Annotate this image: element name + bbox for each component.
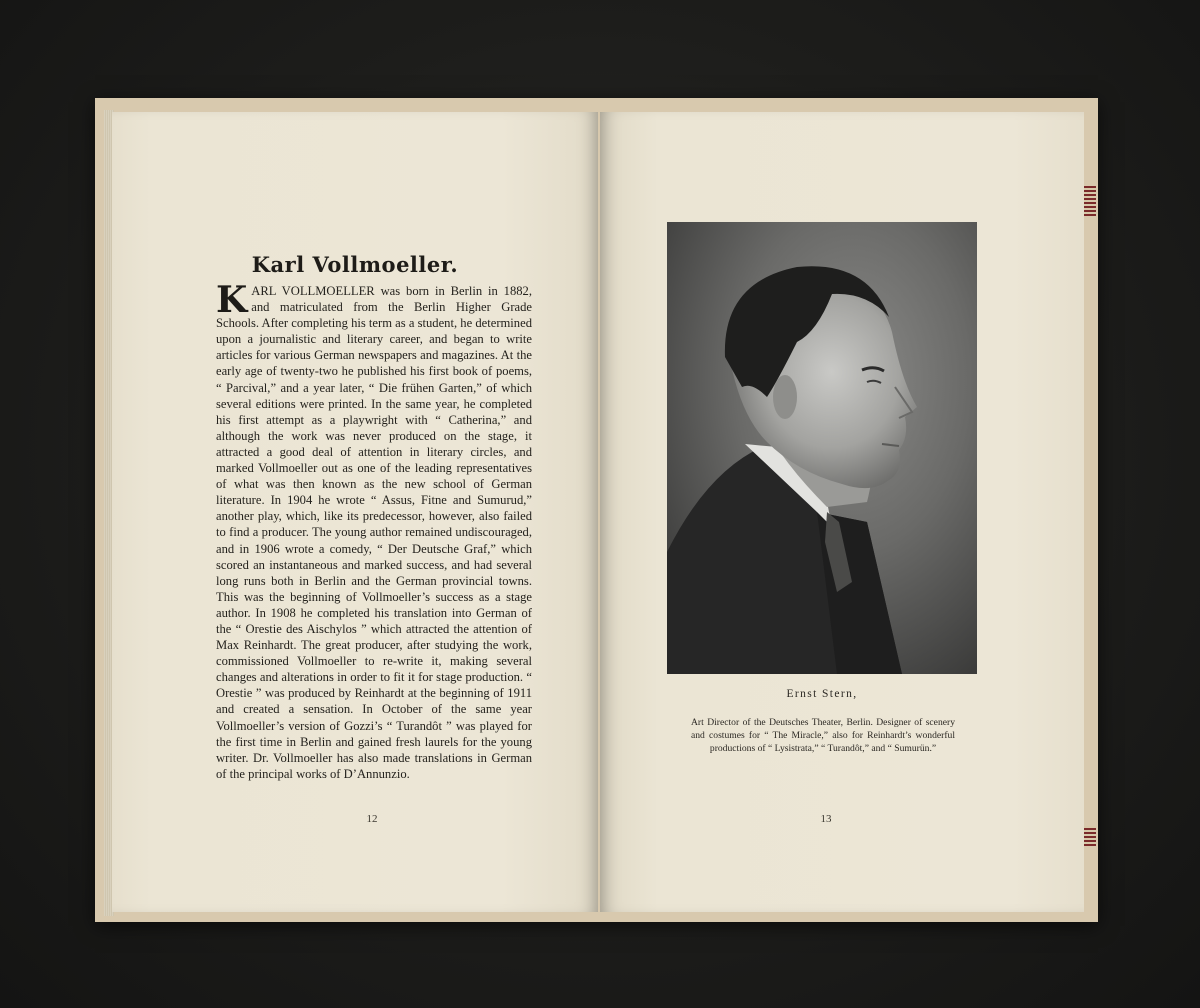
drop-cap: K	[216, 279, 248, 321]
page-number-right: 13	[820, 813, 832, 825]
portrait-caption-name: Ernst Stern,	[786, 688, 858, 700]
portrait-photo	[667, 222, 977, 674]
spine-band-top	[1084, 186, 1096, 216]
portrait-caption-text: Art Director of the Deutsches Theater, Berlin. Designer of scenery and costumes for “ The Miracle,” also for Reinhardt’s wonderful productions of “ Lysistrata,” “ Turandôt,” and “ Sumurün.”	[691, 717, 955, 754]
biography-heading: Karl Vollmoeller.	[251, 252, 459, 277]
biography-body: ARL VOLLMOELLER was born in Berlin in 1882, and matriculated from the Berlin Higher Grade Schools. After completing his term as a student, he determined upon a journalistic and literary career, and began to write articles for various German newspapers and magazines. At the early age of twenty-two he published his first book of poems, “ Parcival,” and a year later, “ Die frühen Garten,” of which several editions were printed. In the same year, he completed his first attempt as a playwright with “ Catherina,” and although the work was never produced on the stage, it attracted a good deal of attention in literary circles, and marked Vollmoeller out as one of the leading representatives of what was then known as the new school of German literature. In 1904 he wrote “ Assus, Fitne and Sumurud,” another play, which, like its predecessor, however, also failed to find a producer. The young author remained undiscouraged, and in 1906 wrote a comedy, “ Der Deutsche Graf,” which scored an instantaneous and marked success, and had several long runs both in Berlin and the German provincial towns. This was the beginning of Vollmoeller’s success as a stage author. In 1908 he completed his translation into German of the “ Orestie des Aischylos ” which attracted the attention of Max Reinhardt. The great producer, after studying the work, commissioned Vollmoeller to re-write it, making several changes and alterations in order to fit it for stage production. “ Orestie ” was produced by Reinhardt at the beginning of 1911 and created a sensation. In October of the same year Vollmoeller’s version of Gozzi’s “ Turandôt ” was played for the first time in Berlin and gained fresh laurels for the young writer. Dr. Vollmoeller has also made translations in German of the principal works of D’Annunzio.	[216, 284, 532, 781]
biography-text	[216, 279, 532, 782]
spine-band-bottom	[1084, 826, 1096, 846]
page-number-left: 12	[366, 813, 378, 825]
